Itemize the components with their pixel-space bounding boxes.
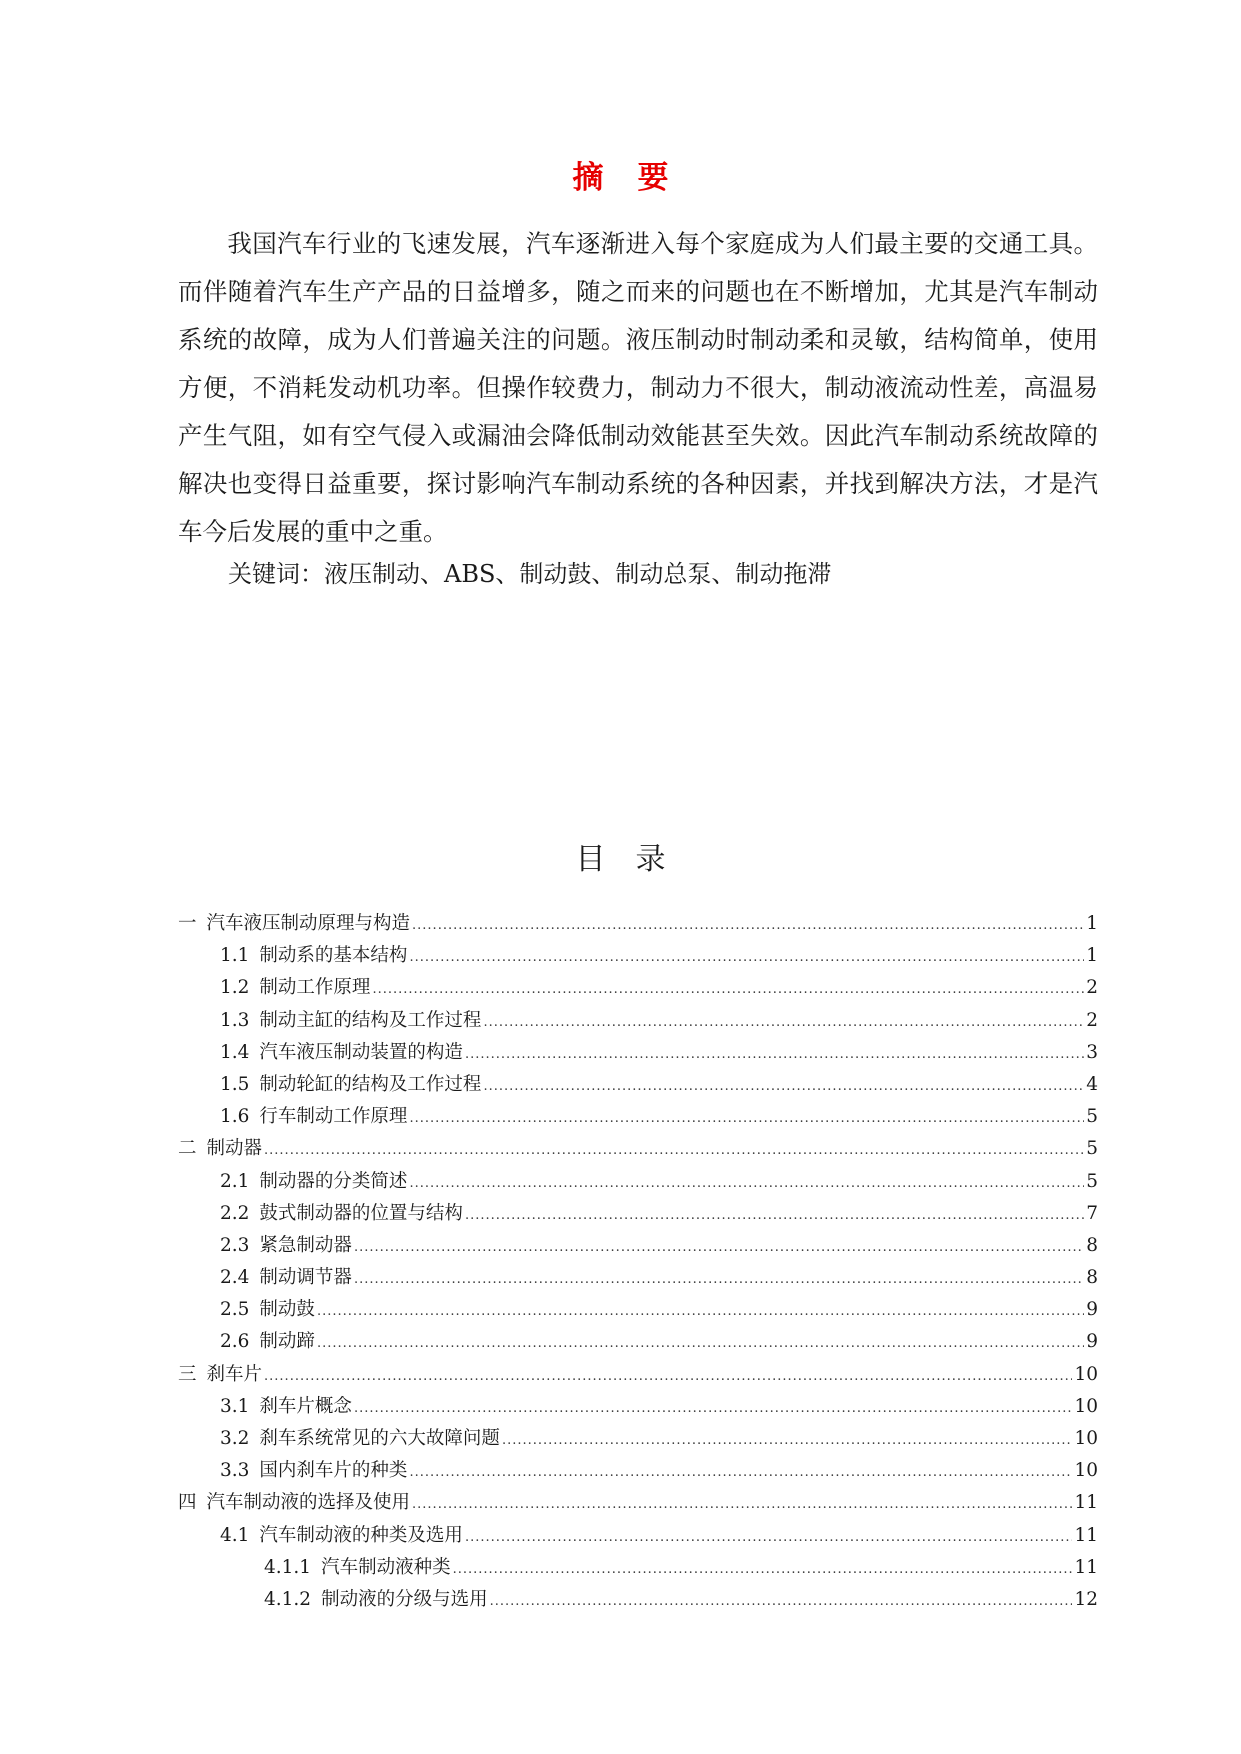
toc-entry-title: 制动鼓 [259,1299,315,1321]
toc-entry-page: 3 [1086,1041,1098,1063]
toc-entry-title: 制动轮缸的结构及工作过程 [259,1073,482,1095]
toc-dot-leader [354,1401,1073,1416]
toc-entry[interactable] [178,1263,1098,1295]
toc-entry-page: 2 [1086,1009,1098,1031]
toc-entry-page: 1 [1086,913,1098,934]
toc-entry-number: 1.1 [220,945,250,967]
toc-entry-number: 1.2 [220,977,250,999]
toc-entry-number: 2.5 [220,1299,250,1321]
toc-entry-number: 2.1 [220,1170,250,1192]
toc-entry-number: 1.4 [220,1041,250,1063]
toc-entry-number: 4.1.2 [264,1588,312,1610]
toc-entry[interactable] [178,1521,1098,1553]
toc-entry-title: 制动调节器 [259,1267,352,1289]
toc-dot-leader [409,1176,1084,1191]
toc-dot-leader [412,918,1084,933]
abstract-text: 我国汽车行业的飞速发展，汽车逐渐进入每个家庭成为人们最主要的交通工具。而伴随着汽车生产产品的日益增多，随之而来的问题也在不断增加，尤其是汽车制动系统的故障，成为人们普遍关注的问题。液压制动时制动柔和灵敏，结构简单，使用方便，不消耗发动机功率。但操作较费力，制动力不很大，制动液流动性差，高温易产生气阻，如有空气侵入或漏油会降低制动效能甚至失效。因此汽车制动系统故障的解决也变得日益重要，探讨影响汽车制动系统的各种因素，并找到解决方法，才是汽车今后发展的重中之重。 [178,229,1098,546]
toc-entry-page: 2 [1086,977,1098,999]
toc-entry[interactable] [178,1553,1098,1585]
toc-dot-leader [453,1562,1073,1577]
toc-entry[interactable] [178,1424,1098,1456]
toc-entry-title: 紧急制动器 [259,1234,352,1256]
toc-entry[interactable] [178,1070,1098,1102]
toc-dot-leader [465,1208,1084,1223]
toc-dot-leader [483,1015,1084,1030]
toc-entry[interactable] [178,1134,1098,1166]
toc-entry-number: 1.5 [220,1073,250,1095]
toc-entry-page: 10 [1074,1363,1098,1385]
toc-entry-number: 3.3 [220,1460,250,1482]
toc-entry[interactable] [178,1456,1098,1488]
toc-dot-leader [465,1530,1073,1545]
toc-entry[interactable] [178,1392,1098,1424]
toc-entry-page: 5 [1086,1138,1098,1160]
toc-entry[interactable] [178,1488,1098,1520]
toc-entry-title: 汽车制动液种类 [321,1556,451,1578]
toc-entry-number: 4.1.1 [264,1556,312,1578]
keywords-label: 关键词： [228,560,324,588]
toc-entry-number: 2.3 [220,1234,250,1256]
toc-entry-title: 国内刹车片的种类 [259,1460,408,1482]
toc-entry-page: 5 [1086,1106,1098,1128]
toc-dot-leader [465,1047,1084,1062]
toc-entry-number: 1.3 [220,1009,250,1031]
toc-entry-page: 11 [1074,1524,1098,1546]
toc-entry-number: 3.2 [220,1428,250,1449]
toc-entry[interactable] [178,909,1098,941]
toc-entry-page: 10 [1074,1428,1098,1449]
toc-entry-page: 7 [1086,1202,1098,1224]
toc-entry-page: 11 [1074,1556,1098,1578]
toc-entry[interactable] [178,1360,1098,1392]
toc-entry[interactable] [178,1038,1098,1070]
table-of-contents [178,909,1098,1617]
toc-dot-leader [264,1143,1084,1158]
toc-entry-page: 11 [1074,1492,1098,1514]
toc-entry-number: 四 [178,1492,197,1514]
toc-dot-leader [372,982,1084,997]
toc-dot-leader [409,1111,1084,1126]
toc-entry[interactable] [178,1199,1098,1231]
toc-entry[interactable] [178,1102,1098,1134]
toc-entry-title: 制动器 [206,1138,263,1160]
toc-entry-title: 制动液的分级与选用 [321,1588,488,1610]
toc-entry-page: 4 [1086,1073,1098,1095]
toc-dot-leader [264,1369,1072,1384]
toc-entry[interactable] [178,1585,1098,1617]
toc-entry[interactable] [178,941,1098,973]
toc-dot-leader [317,1304,1084,1319]
toc-entry-page: 10 [1074,1395,1098,1417]
toc-entry-page: 10 [1074,1460,1098,1482]
toc-entry-page: 5 [1086,1170,1098,1192]
toc-dot-leader [412,1497,1072,1512]
abstract-body [178,220,1098,556]
toc-entry-title: 制动系的基本结构 [259,945,408,967]
toc-entry-page: 12 [1074,1588,1098,1610]
toc-dot-leader [317,1336,1084,1351]
toc-entry[interactable] [178,1295,1098,1327]
toc-entry-page: 8 [1086,1234,1098,1256]
toc-entry[interactable] [178,1006,1098,1038]
abstract-title: 摘要 [572,160,703,196]
toc-entry-number: 3.1 [220,1395,250,1417]
toc-entry-number: 2.6 [220,1331,250,1353]
toc-entry-title: 刹车片 [206,1363,263,1385]
toc-dot-leader [490,1594,1073,1609]
toc-entry-title: 汽车制动液的选择及使用 [206,1492,411,1514]
toc-entry-title: 制动工作原理 [259,977,371,999]
toc-dot-leader [354,1240,1084,1255]
toc-entry-title: 汽车液压制动原理与构造 [206,913,411,934]
toc-entry[interactable] [178,1327,1098,1359]
toc-entry-title: 汽车制动液的种类及选用 [259,1524,463,1546]
keywords-value: 液压制动、ABS、制动鼓、制动总泵、制动拖滞 [324,560,832,588]
toc-entry-number: 2.2 [220,1202,250,1224]
toc-title: 目录 [575,842,696,877]
toc-entry-title: 制动主缸的结构及工作过程 [259,1009,482,1031]
toc-entry-title: 刹车片概念 [259,1395,352,1417]
toc-entry-title: 制动蹄 [259,1331,315,1353]
keywords-line [228,554,1108,594]
toc-entry-title: 汽车液压制动装置的构造 [259,1041,463,1063]
toc-entry-title: 鼓式制动器的位置与结构 [259,1202,463,1224]
toc-dot-leader [354,1272,1084,1287]
toc-entry-title: 刹车系统常见的六大故障问题 [259,1428,500,1449]
toc-entry[interactable] [178,1231,1098,1263]
toc-entry-number: 二 [178,1138,197,1160]
toc-dot-leader [483,1079,1084,1094]
toc-entry-page: 8 [1086,1267,1098,1289]
toc-entry-page: 9 [1086,1299,1098,1321]
toc-entry-number: 一 [178,913,197,934]
toc-dot-leader [409,950,1084,965]
toc-entry-title: 行车制动工作原理 [259,1106,408,1128]
toc-entry-title: 制动器的分类简述 [259,1170,408,1192]
toc-entry-number: 三 [178,1363,197,1385]
toc-entry-number: 2.4 [220,1267,250,1289]
toc-entry-number: 1.6 [220,1106,250,1128]
toc-entry-number: 4.1 [220,1524,250,1546]
toc-entry[interactable] [178,973,1098,1005]
toc-entry[interactable] [178,1167,1098,1199]
toc-dot-leader [409,1465,1072,1480]
toc-entry-page: 9 [1086,1331,1098,1353]
toc-entry-page: 1 [1086,945,1098,967]
toc-dot-leader [502,1433,1073,1448]
